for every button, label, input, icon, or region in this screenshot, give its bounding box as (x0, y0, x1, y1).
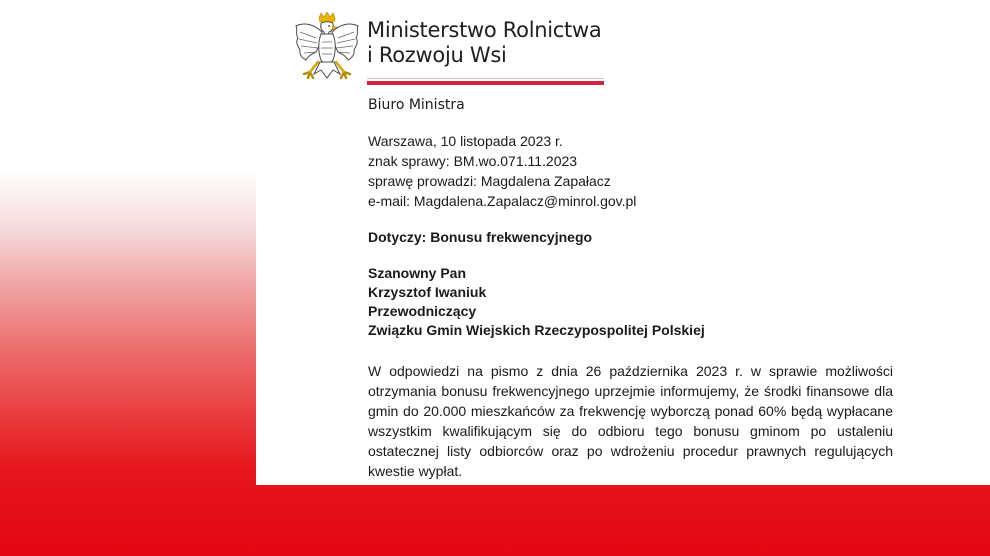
recipient-salutation: Szanowny Pan (368, 265, 467, 281)
ministry-name (367, 18, 601, 68)
ministry-name-line-2: i Rozwoju Wsi (367, 43, 507, 67)
polish-eagle-icon (292, 12, 362, 86)
letter-body: W odpowiedzi na pismo z dnia 26 października 2023 r. w sprawie możliwości otrzymania bonusu frekwencyjnego uprzejmie informujemy, że środki finansowe dla gmin do 20.000 mieszkańców za frekwencję wyborczą ponad 60% będą wypłacane wszystkim kwalifikującym się do odbioru tego bonusu gminom po ustaleniu ostatecznej listy odbiorców oraz po wdrożeniu procedur prawnych regulujących kwestie wypłat. (368, 363, 893, 479)
case-reference: znak sprawy: BM.wo.071.11.2023 (368, 153, 578, 169)
letter-subject: Dotyczy: Bonusu frekwencyjnego (368, 229, 593, 245)
letter-page (256, 0, 990, 485)
recipient-organization: Związku Gmin Wiejskich Rzeczypospolitej Polskiej (368, 322, 705, 338)
recipient-block (368, 264, 705, 340)
office-name: Biuro Ministra (368, 97, 465, 113)
header-divider-grey (367, 78, 604, 79)
ministry-name-line-1: Ministerstwo Rolnictwa (367, 18, 602, 42)
header-divider-red (367, 81, 604, 85)
date-place: Warszawa, 10 listopada 2023 r. (368, 133, 563, 149)
recipient-name: Krzysztof Iwaniuk (368, 284, 487, 300)
contact-email: e-mail: Magdalena.Zapalacz@minrol.gov.pl (368, 193, 637, 209)
case-handler: sprawę prowadzi: Magdalena Zapałacz (368, 173, 611, 189)
recipient-position: Przewodniczący (368, 303, 477, 319)
letter-metadata (368, 131, 636, 211)
